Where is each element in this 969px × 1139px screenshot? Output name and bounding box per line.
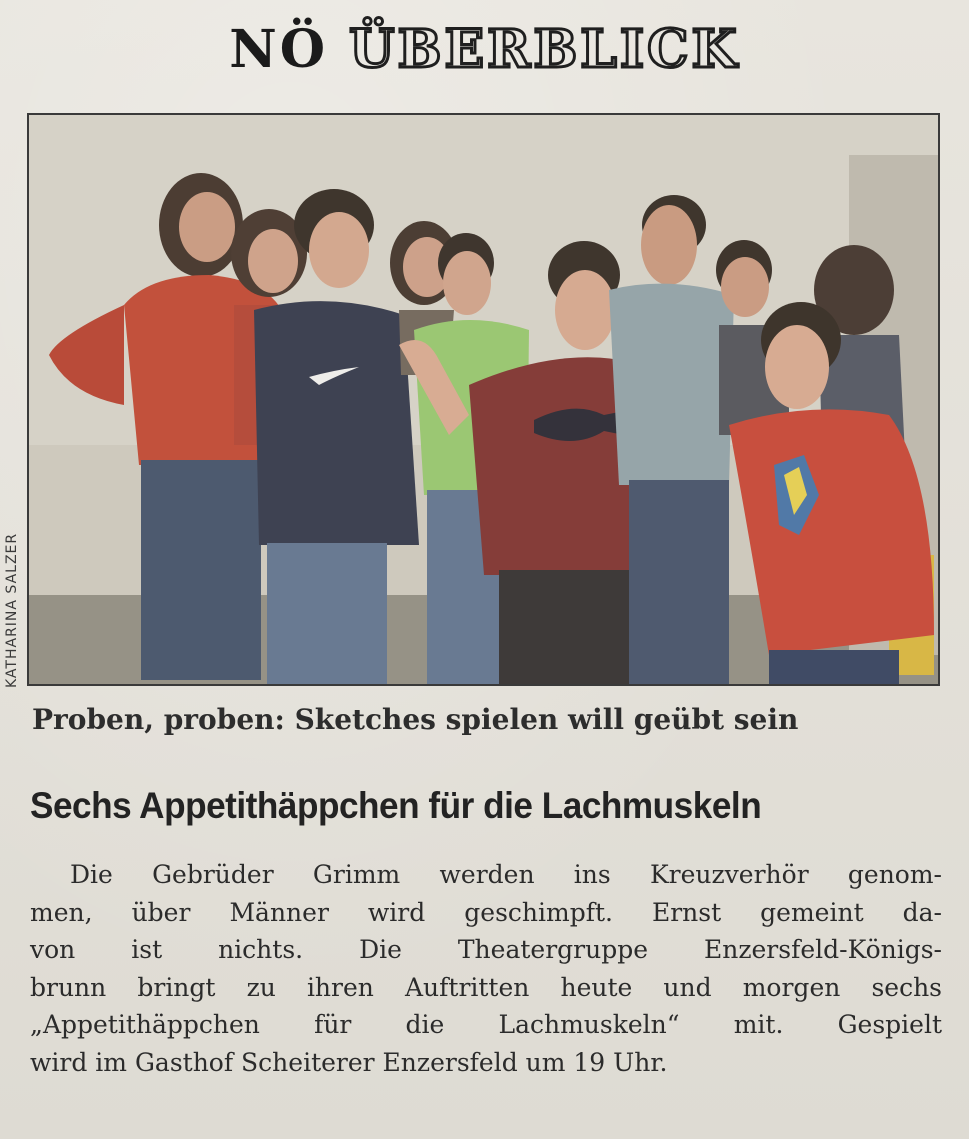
article-line: „Appetithäppchen für die Lachmuskeln“ mit. Gespielt (30, 1010, 942, 1039)
group-photo (27, 113, 940, 686)
photo-caption: Proben, proben: Sketches spielen will geübt sein (32, 703, 799, 736)
article-line: wird im Gasthof Scheiterer Enzersfeld um 19 Uhr. (30, 1047, 668, 1077)
article-line: von ist nichts. Die Theatergruppe Enzersfeld-Königs- (30, 935, 942, 964)
article-line: men, über Männer wird geschimpft. Ernst gemeint da- (30, 897, 942, 927)
section-header-region: NÖ (229, 19, 329, 80)
section-header (0, 18, 969, 82)
article-headline: Sechs Appetithäppchen für die Lachmuskeln (30, 785, 762, 826)
article-line: Die Gebrüder Grimm werden ins Kreuzverhör genom- (70, 860, 942, 889)
section-header-title: ÜBERBLICK (349, 19, 740, 80)
article-line: brunn bringt zu ihren Auftritten heute und morgen sechs (30, 972, 942, 1002)
group-photo-illustration (29, 115, 938, 684)
article-body (30, 856, 942, 1081)
photo-credit: KATHARINA SALZER (4, 532, 20, 688)
